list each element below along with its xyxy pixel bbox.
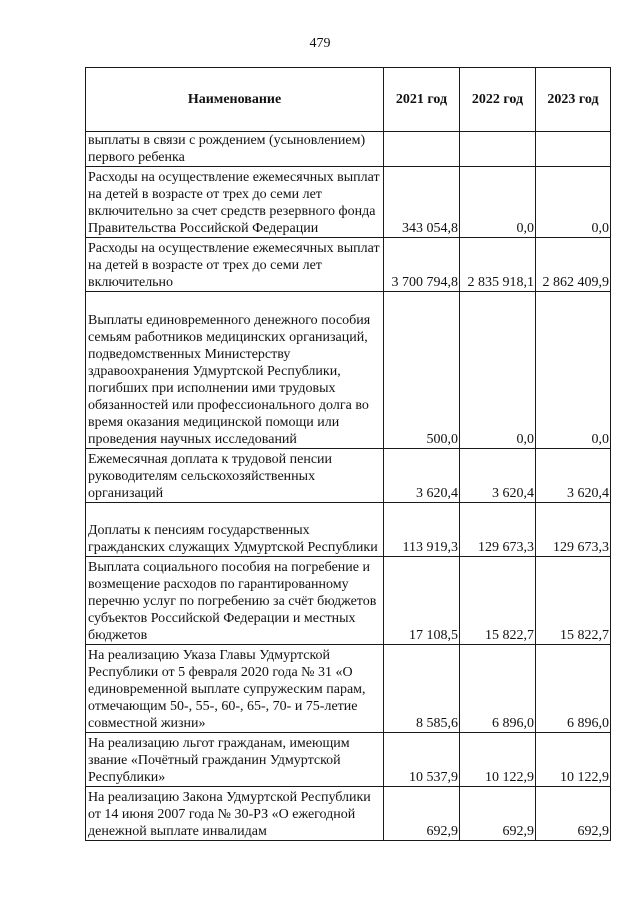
header-2022: 2022 год (460, 68, 536, 132)
row-value-2022: 10 122,9 (460, 733, 536, 787)
row-name: Доплаты к пенсиям государственных гражданских служащих Удмуртской Республики (86, 503, 384, 557)
row-value-2021: 8 585,6 (384, 645, 460, 733)
table-row (86, 645, 611, 733)
budget-table (85, 67, 611, 841)
row-name: На реализацию льгот гражданам, имеющим звание «Почётный гражданин Удмуртской Республики» (86, 733, 384, 787)
row-value-2022: 129 673,3 (460, 503, 536, 557)
row-value-2022: 0,0 (460, 167, 536, 238)
header-name: Наименование (86, 68, 384, 132)
row-name: Ежемесячная доплата к трудовой пенсии руководителям сельскохозяйственных организаций (86, 449, 384, 503)
table-row (86, 238, 611, 292)
row-value-2022: 15 822,7 (460, 557, 536, 645)
row-value-2022: 2 835 918,1 (460, 238, 536, 292)
row-name: Выплата социального пособия на погребение и возмещение расходов по гарантированному перечню услуг по погребению за счёт бюджетов субъектов Российской Федерации и местных бюджетов (86, 557, 384, 645)
row-value-2023 (536, 132, 611, 167)
table-row (86, 503, 611, 557)
row-value-2023: 6 896,0 (536, 645, 611, 733)
row-name: Расходы на осуществление ежемесячных выплат на детей в возрасте от трех до семи лет включительно за счет средств резервного фонда Правительства Российской Федерации (86, 167, 384, 238)
row-name: Расходы на осуществление ежемесячных выплат на детей в возрасте от трех до семи лет включительно (86, 238, 384, 292)
row-value-2022: 0,0 (460, 292, 536, 449)
row-value-2021: 10 537,9 (384, 733, 460, 787)
row-value-2021: 343 054,8 (384, 167, 460, 238)
row-value-2021: 17 108,5 (384, 557, 460, 645)
row-value-2021: 500,0 (384, 292, 460, 449)
row-value-2023: 10 122,9 (536, 733, 611, 787)
table-row (86, 557, 611, 645)
table-row (86, 787, 611, 841)
row-value-2023: 0,0 (536, 167, 611, 238)
row-name: Выплаты единовременного денежного пособия семьям работников медицинских организаций, подведомственных Министерству здравоохранения Удмуртской Республики, погибших при исполнении ими трудовых обязанностей или профессионального долга во время оказания медицинской помощи или проведения научных исследований (86, 292, 384, 449)
row-value-2021: 3 620,4 (384, 449, 460, 503)
row-value-2023: 2 862 409,9 (536, 238, 611, 292)
table-row (86, 292, 611, 449)
row-name: На реализацию Закона Удмуртской Республики от 14 июня 2007 года № 30-РЗ «О ежегодной денежной выплате инвалидам (86, 787, 384, 841)
row-value-2023: 15 822,7 (536, 557, 611, 645)
row-value-2023: 0,0 (536, 292, 611, 449)
row-name: выплаты в связи с рождением (усыновлением) первого ребенка (86, 132, 384, 167)
row-value-2021: 3 700 794,8 (384, 238, 460, 292)
row-value-2022: 692,9 (460, 787, 536, 841)
header-2023: 2023 год (536, 68, 611, 132)
row-value-2022 (460, 132, 536, 167)
table-row (86, 132, 611, 167)
table-row (86, 167, 611, 238)
table-header-row (86, 68, 611, 132)
row-value-2021: 692,9 (384, 787, 460, 841)
row-value-2023: 3 620,4 (536, 449, 611, 503)
row-value-2022: 3 620,4 (460, 449, 536, 503)
row-value-2022: 6 896,0 (460, 645, 536, 733)
page-number: 479 (309, 36, 331, 51)
table-row (86, 733, 611, 787)
header-2021: 2021 год (384, 68, 460, 132)
table-row (86, 449, 611, 503)
row-name: На реализацию Указа Главы Удмуртской Республики от 5 февраля 2020 года № 31 «О единовременной выплате супружеским парам, отмечающим 50-, 55-, 60-, 65-, 70- и 75-летие совместной жизни» (86, 645, 384, 733)
row-value-2023: 692,9 (536, 787, 611, 841)
row-value-2021 (384, 132, 460, 167)
row-value-2021: 113 919,3 (384, 503, 460, 557)
row-value-2023: 129 673,3 (536, 503, 611, 557)
